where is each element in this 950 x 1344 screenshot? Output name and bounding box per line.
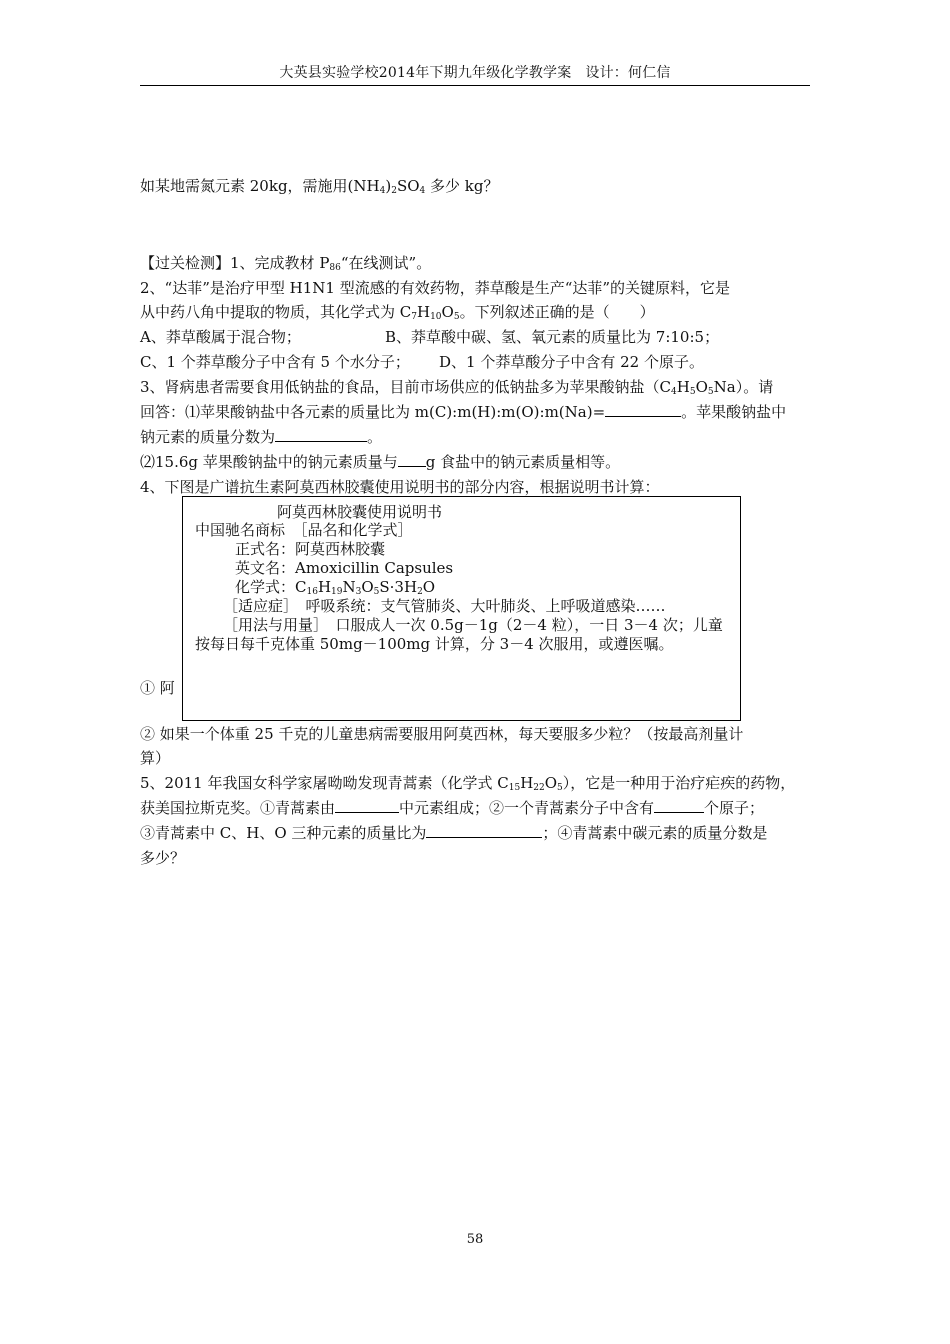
answer-blank[interactable] <box>426 823 542 838</box>
instruction-title: 阿莫西林胶囊使用说明书 <box>277 503 443 521</box>
question-2-line-2: 从中药八角中提取的物质，其化学式为 $C_7H_{10}O_5$。下列叙述正确的是（ ） <box>140 303 655 322</box>
instruction-indication: ［适应症］ 呼吸系统：支气管肺炎、大叶肺炎、上呼吸道感染…… <box>223 597 666 615</box>
page-number: 58 <box>466 1232 484 1247</box>
instruction-name: 正式名：阿莫西林胶囊 <box>235 540 386 558</box>
question-4-line-1: 4、下图是广谱抗生素阿莫西林胶囊使用说明书的部分内容，根据说明书计算： <box>140 478 660 496</box>
question-3-line-2: 回答：⑴苹果酸钠盐中各元素的质量比为 m(C):m(H):m(O):m(Na)= 。苹果酸钠盐中 <box>140 403 787 421</box>
instruction-formula: 化学式：$C_{16}H_{19}N_3O_5S\cdot 3H_2O$ <box>235 578 436 597</box>
option-d: D、1 个莽草酸分子中含有 22 个原子。 <box>439 353 704 371</box>
question-4-sub-2: ② 如果一个体重 25 千克的儿童患病需要服用阿莫西林，每天要服多少粒？（按最高剂量计 <box>140 725 744 743</box>
answer-blank[interactable] <box>398 452 426 467</box>
question-3-line-4: ⑵15.6g 苹果酸钠盐中的钠元素质量与 g 食盐中的钠元素质量相等。 <box>140 453 621 471</box>
question-3-line-3: 钠元素的质量分数为 。 <box>140 428 383 446</box>
answer-blank[interactable] <box>275 427 367 442</box>
option-c: C、1 个莽草酸分子中含有 5 个水分子； <box>140 353 410 371</box>
question-2-line-1: 2、“达菲”是治疗甲型 H1N1 型流感的有效药物，莽草酸是生产“达菲”的关键原料，它是 <box>140 279 731 297</box>
question-2-options-cd <box>140 352 820 372</box>
question-4-sub-2-cont: 算） <box>140 749 171 767</box>
question-2-options-ab <box>140 327 820 347</box>
question-5-line-2: 获美国拉斯克奖。①青蒿素由 中元素组成；②一个青蒿素分子中含有 个原子； <box>140 799 765 817</box>
header-designer: 设计：何仁信 <box>585 65 671 81</box>
instruction-trademark: 中国驰名商标 ［品名和化学式］ <box>195 521 413 539</box>
header-title: 大英县实验学校2014年下期九年级化学教学案 <box>279 65 572 81</box>
answer-blank[interactable] <box>654 798 704 813</box>
instruction-usage-cont: 按每日每千克体重 50mg－100mg 计算，分 3－4 次服用，或遵医嘱。 <box>195 635 674 653</box>
page-header <box>140 62 810 82</box>
header-rule <box>140 85 810 86</box>
instruction-english-name: 英文名：Amoxicillin Capsules <box>235 559 454 577</box>
option-b: B、莽草酸中碳、氢、氧元素的质量比为 7:10:5； <box>385 328 720 346</box>
question-5-line-4: 多少？ <box>140 849 186 867</box>
question-1: 【过关检测】1、完成教材 $P_{86}“$在线测试”。 <box>140 254 432 273</box>
question-5-line-1: 5、2011 年我国女科学家屠呦呦发现青蒿素（化学式 $C_{15}H_{22}O_5$），它是一种用于治疗疟疾的药物， <box>140 774 796 793</box>
option-a: A、莽草酸属于混合物； <box>140 328 301 346</box>
question-5-line-3: ③青蒿素中 C、H、O 三种元素的质量比为 ；④青蒿素中碳元素的质量分数是 <box>140 824 768 842</box>
answer-blank[interactable] <box>335 798 399 813</box>
answer-blank[interactable] <box>605 402 681 417</box>
question-4-sub-1: ① 阿 <box>140 679 175 697</box>
question-nitrogen-fertilizer: 如某地需氮元素 20kg，需施用$(NH_4)_2SO_4$ 多少 kg？ <box>140 177 499 196</box>
question-3-line-1: 3、肾病患者需要食用低钠盐的食品，目前市场供应的低钠盐多为苹果酸钠盐$(C_4H_5O_5Na)$。请 <box>140 378 774 397</box>
medicine-instruction-box <box>182 496 741 721</box>
instruction-usage: ［用法与用量］ 口服成人一次 0.5g－1g（2－4 粒），一日 3－4 次；儿童 <box>223 616 723 634</box>
